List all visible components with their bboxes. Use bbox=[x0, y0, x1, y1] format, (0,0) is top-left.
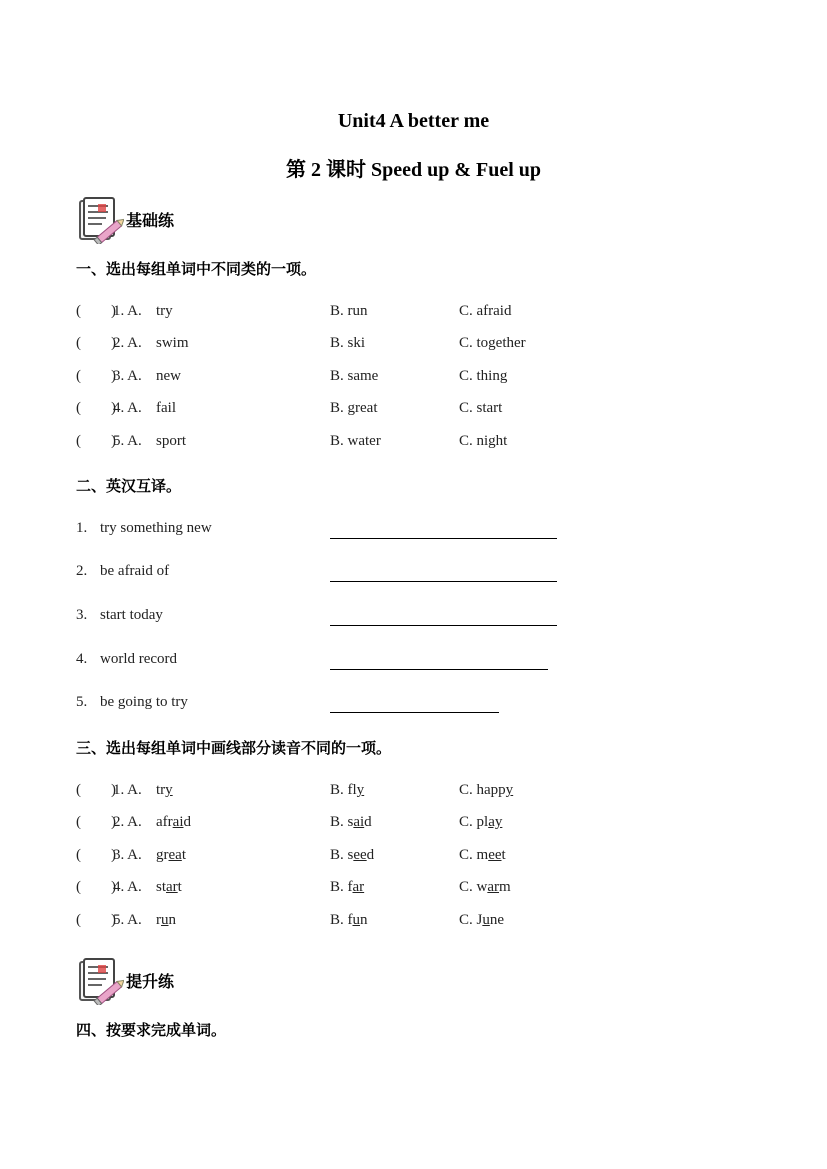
q1-row bbox=[76, 335, 776, 357]
answer-line[interactable] bbox=[330, 538, 557, 539]
answer-paren[interactable]: ( ) bbox=[76, 368, 116, 384]
item-number: 4. A. bbox=[113, 879, 142, 895]
option-c: C. play bbox=[459, 814, 503, 830]
q3-row bbox=[76, 782, 776, 804]
page-subtitle: 第 2 课时 Speed up & Fuel up bbox=[285, 159, 542, 181]
phrase: be going to try bbox=[100, 694, 188, 710]
item-number: 1. bbox=[76, 520, 88, 536]
option-c: C. June bbox=[459, 912, 505, 928]
q1-row bbox=[76, 303, 776, 325]
worksheet-pencil-icon bbox=[78, 196, 122, 242]
option-b: B. fly bbox=[330, 782, 365, 798]
option-a: new bbox=[156, 368, 181, 384]
item-number: 4. A. bbox=[113, 400, 142, 416]
phrase: be afraid of bbox=[100, 563, 170, 579]
option-b: B. water bbox=[330, 433, 381, 449]
answer-paren[interactable]: ( ) bbox=[76, 335, 116, 351]
option-b: B. great bbox=[330, 400, 378, 416]
item-number: 5. bbox=[76, 694, 88, 710]
answer-line[interactable] bbox=[330, 625, 557, 626]
option-a: start bbox=[156, 879, 182, 895]
phrase: start today bbox=[100, 607, 163, 623]
option-a: great bbox=[156, 847, 186, 863]
q1-row bbox=[76, 400, 776, 422]
item-number: 3. bbox=[76, 607, 88, 623]
item-number: 3. A. bbox=[113, 847, 142, 863]
q2-title: 二、英汉互译。 bbox=[76, 477, 182, 495]
option-c: C. night bbox=[459, 433, 508, 449]
option-a: swim bbox=[156, 335, 189, 351]
option-b: B. seed bbox=[330, 847, 375, 863]
answer-paren[interactable]: ( ) bbox=[76, 814, 116, 830]
answer-line[interactable] bbox=[330, 712, 499, 713]
answer-line[interactable] bbox=[330, 669, 548, 670]
option-a: fail bbox=[156, 400, 176, 416]
option-a: sport bbox=[156, 433, 186, 449]
answer-paren[interactable]: ( ) bbox=[76, 912, 116, 928]
item-number: 4. bbox=[76, 651, 88, 667]
item-number: 2. A. bbox=[113, 335, 142, 351]
item-number: 1. A. bbox=[113, 303, 142, 319]
answer-paren[interactable]: ( ) bbox=[76, 847, 116, 863]
item-number: 3. A. bbox=[113, 368, 142, 384]
answer-paren[interactable]: ( ) bbox=[76, 303, 116, 319]
q3-row bbox=[76, 879, 776, 901]
answer-paren[interactable]: ( ) bbox=[76, 879, 116, 895]
worksheet-pencil-icon bbox=[78, 957, 122, 1003]
page-title: Unit4 A better me bbox=[337, 110, 490, 132]
q1-row bbox=[76, 368, 776, 390]
option-a: try bbox=[156, 782, 173, 798]
item-number: 1. A. bbox=[113, 782, 142, 798]
q3-title: 三、选出每组单词中画线部分读音不同的一项。 bbox=[76, 739, 392, 757]
answer-paren[interactable]: ( ) bbox=[76, 433, 116, 449]
option-c: C. afraid bbox=[459, 303, 512, 319]
option-b: B. run bbox=[330, 303, 368, 319]
option-c: C. warm bbox=[459, 879, 511, 895]
option-c: C. happy bbox=[459, 782, 514, 798]
option-b: B. ski bbox=[330, 335, 366, 351]
section-advanced-label: 提升练 bbox=[126, 971, 175, 991]
answer-line[interactable] bbox=[330, 581, 557, 582]
option-a: run bbox=[156, 912, 176, 928]
item-number: 5. A. bbox=[113, 433, 142, 449]
item-number: 5. A. bbox=[113, 912, 142, 928]
q3-row bbox=[76, 912, 776, 934]
q1-row bbox=[76, 433, 776, 455]
q1-title: 一、选出每组单词中不同类的一项。 bbox=[76, 260, 317, 278]
answer-paren[interactable]: ( ) bbox=[76, 782, 116, 798]
option-a: afraid bbox=[156, 814, 191, 830]
phrase: try something new bbox=[100, 520, 212, 536]
q3-row bbox=[76, 847, 776, 869]
option-c: C. thing bbox=[459, 368, 508, 384]
phrase: world record bbox=[100, 651, 178, 667]
section-advanced-header bbox=[78, 957, 174, 1003]
q4-title: 四、按要求完成单词。 bbox=[76, 1021, 227, 1039]
item-number: 2. A. bbox=[113, 814, 142, 830]
section-basic-header bbox=[78, 196, 174, 242]
option-a: try bbox=[156, 303, 173, 319]
option-c: C. together bbox=[459, 335, 526, 351]
option-b: B. fun bbox=[330, 912, 368, 928]
section-basic-label: 基础练 bbox=[126, 210, 175, 230]
answer-paren[interactable]: ( ) bbox=[76, 400, 116, 416]
option-b: B. said bbox=[330, 814, 372, 830]
item-number: 2. bbox=[76, 563, 88, 579]
option-c: C. start bbox=[459, 400, 503, 416]
option-c: C. meet bbox=[459, 847, 506, 863]
q3-row bbox=[76, 814, 776, 836]
option-b: B. same bbox=[330, 368, 379, 384]
option-b: B. far bbox=[330, 879, 365, 895]
